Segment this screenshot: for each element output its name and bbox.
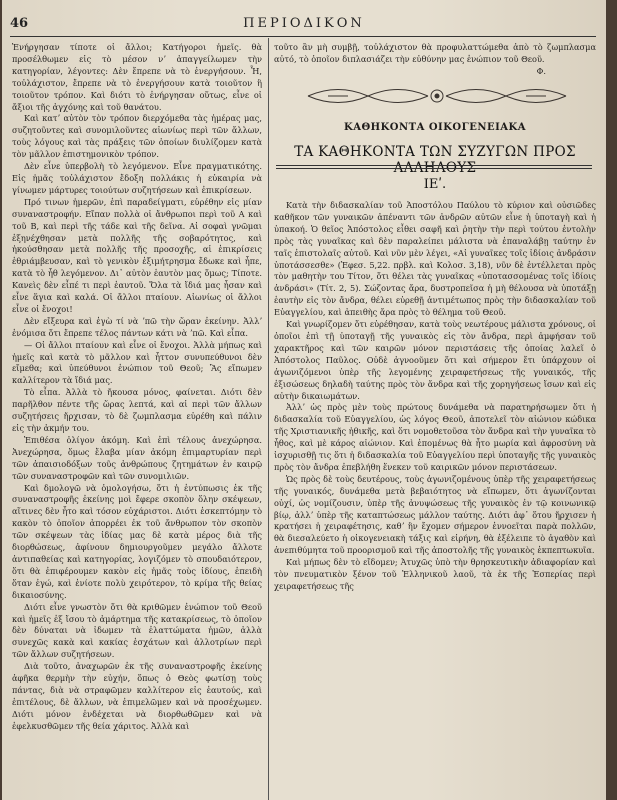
column-divider [268,38,269,800]
paragraph: Καὶ κατʼ αὐτὸν τὸν τρόπον διερχόμεθα τὰς ἡμέρας μας, συζητοῦντες καὶ συνομιλοῦντες αἰωνίως περὶ τῶν ἄλλων, τοὺς λόγους καὶ τὰς πράξεις τῶν ὁποίων διυλίζομεν κατὰ τὸν μᾶλλον ἐπιστημονικὸν τρόπον. [12,113,262,160]
running-title: ΠΕΡΙΟΔΙΚΟΝ [243,16,365,31]
paragraph: Ἐνήργησαν τίποτε οἱ ἄλλοι; Κατήγοροι ἡμεῖς. θὰ προσέλθωμεν εἰς τὸ μέσον νʼ ἀπαγγείλωμεν τὴν κατηγορίαν, λέγοντες: Δὲν ἔπρεπε νὰ τὸ ἐνεργήσουν. Ἦ, τοὐλάχιστον, ἔπρεπε νὰ τὸ ἐνεργήσουν κατὰ τοιοῦτον ἢ τοιοῦτον τρόπον. Καὶ διότι τὸ ἐνήργησαν οὕτως, εἶνε οἱ ἄξιοι τῆς ἀγχόνης καὶ τοῦ θανάτου. [12,42,262,112]
continuation-paragraph: τοῦτο ἂν μὴ συμβῇ, τοὐλάχιστον θὰ προφυλαττώμεθα ἀπὸ τὸ ζωμπλασμα αὐτό, τὸ ὁποῖον διπλασιάζει τὴν εὐθύνην μας ἐνώπιον τοῦ Θεοῦ. [274,42,596,64]
paragraph: Καὶ γνωρίζομεν ὅτι εὑρέθησαν, κατὰ τοὺς νεωτέρους μάλιστα χρόνους, οἱ ὁποῖοι ἐπὶ τῇ ὑποταγῇ τῆς γυναικὸς εἰς τὸν ἄνδρα, περὶ ἀμφήσαν τοῦ χαρακτῆρος καὶ τῶν καιρῶν μόνον περιστάσεις τῆς ὁποίας λαλεῖ ὁ Ἀπόστολος Παῦλος. Οὐδὲ ἀγνοοῦμεν ὅτι καὶ σήμερον ἔτι ὑπάρχουν οἱ ἀγωνιζόμενοι ὑπὲρ τῆς λεγομένης χειραφετήσεως τῆς γυναικός, τῆς ἐξισώσεως δηλαδὴ ταύτης πρὸς τὸν ἄνδρα καὶ τῆς χορηγήσεως ἴσων καὶ εἰς αὐτὴν δικαιωμάτων. [274,319,596,401]
article-title: ΤΑ ΚΑΘΗΚΟΝΤΑ ΤΩΝ ΣΥΖΥΓΩΝ ΠΡΟΣ ΑΛΛΗΛΟΥΣ [294,144,576,176]
paragraph: — Οἱ ἄλλοι πταίουν καὶ εἶνε οἱ ἔνοχοι. Ἀλλὰ μήπως καὶ ἡμεῖς καὶ κατὰ τὸ μᾶλλον καὶ ἧττον συνυπεύθυνοι δὲν εἴμεθα; καὶ ὑπεύθυνοι ἐνώπιον τοῦ Θεοῦ; Ἂς εἴπωμεν καλλίτερον τὰ ἴδιά μας. [12,339,262,386]
paragraph: Διότι εἶνε γνωστὸν ὅτι θὰ κριθῶμεν ἐνώπιον τοῦ Θεοῦ καὶ ἡμεῖς ἐξ ἴσου τὸ ἀμάρτημα τῆς κατακρίσεως, τὸ ὁποῖον δὲν δύναται νὰ ἰδωμεν τὰ ἐλαττώματα ἡμῶν, ἀλλὰ συνεχῶς κακὰ καὶ κακίας ἐσχάτων καὶ ἀλλοτρίων περὶ τῶν ἄλλων συζητήσεων. [12,601,262,660]
page-number: 46 [10,16,29,31]
left-column [12,42,262,794]
paragraph: Διὰ τοῦτο, ἀναχωρῶν ἐκ τῆς συναναστροφῆς ἐκείνης ἀφῆκα θερμὴν τὴν εὐχήν, ὅπως ὁ Θεὸς φωτίσῃ τοὺς πάντας, διὰ νὰ στραφῶμεν καλλίτερον εἰς ἑαυτούς, καὶ ἐπιτέλους, δὲ ἄλλων, νὰ ἐπιμελῶμεν καὶ νὰ προσέχωμεν. Διότι μόνον ἐνδέχεται νὰ διορθωθῶμεν καὶ νὰ ἐφελκυσθῶμεν τῆς θεία χάριτος. Ἀλλὰ καὶ [12,661,262,731]
paragraph: Καὶ μήπως δὲν τὸ εἴδομεν; Ἀτυχῶς ὑπὸ τὴν θρησκευτικὴν ἀδιαφορίαν καὶ τὸν πνευματικὸν ξένον τοῦ Ἑλληνικοῦ λαοῦ, τὰ ἐκ τῆς Ἑσπερίας περὶ χειραφετήσεως τῆς [274,557,596,591]
chapter-number: ΙΕʹ. [423,177,447,192]
paragraph: Δὲν εἴξευρα καὶ ἐγὼ τί νὰ ʼπῶ τὴν ὥραν ἐκείνην. Ἀλλʼ ἐνόμισα ὅτι ἔπρεπε τέλος πάντων κάτι νὰ ʼπῶ. Καὶ εἶπα. [12,315,262,338]
paragraph: Ἐπιθέσα ὀλίγον ἀκόμη. Καὶ ἐπὶ τέλους ἀνεχώρησα. Ἀνεχώρησα, ὅμως ἔλαβα μίαν ἀκόμη ἐπιμαρτυρίαν περὶ τῶν ἀπαισιοδόξων τοῦς ἀνθρώπους ζητημάτων ἐν καιρῷ τῶν συναναστροφῶν καὶ τῶν συνομιλιῶν. [12,434,262,481]
paragraph: Τὸ εἶπα. Ἀλλὰ τὸ ἤκουσα μόνος, φαίνεται. Διότι δὲν παρῆλθον πέντε τῆς ὥρας λεπτά, καὶ αἱ περὶ τῶν ἄλλων συζητήσεις ἤρχισαν, τὸ δὲ ζωμπλασμα εὑρέθη καὶ πάλιν εἰς τὴν ἀκμήν του. [12,387,262,433]
section-heading: ΚΑΘΗΚΟΝΤΑ ΟΙΚΟΓΕΝΕΙΑΚΑ [344,122,526,133]
decorative-ornament [298,81,576,111]
right-column-continuation [274,42,596,78]
title-rule [276,165,592,166]
paragraph: Κατὰ τὴν διδασκαλίαν τοῦ Ἀποστόλου Παύλου τὸ κύριον καὶ οὐσιῶδες καθῆκον τῶν γυναικῶν ἀπέναντι τῶν ἀνδρῶν αὐτῶν εἶνε ἡ ὑποταγὴ καὶ ἡ ὑπακοή. Ὁ θεῖος Ἀπόστολος εἶθει σαφῆ καὶ ῥητὴν τὴν περὶ τούτου ἐντολὴν πρὸς τὰς γυναῖκας καὶ δὲν παραλείπει μάλιστα νὰ ἐπαναλάβῃ ταύτην ἐν ταῖς ἐπιστολαῖς αὐτοῦ. Καὶ νῦν μὲν λέγει, «Αἱ γυναῖκες τοῖς ἰδίοις ἀνδράσιν ὑποτάσσεσθε» (Ἐφεσ. 5,22. πρβλ. καὶ Κολοσ. 3,18), νῦν δὲ ἐντέλλεται πρὸς τὸν μαθητὴν του Τίτον, ὅτι θέλει τὰς γυναῖκας «ὑποτασσομένας τοῖς ἰδίοις ἀνδράσι» (Τίτ. 2, 5). Σώζοντας ἄρα, δυστροπεῖσα ἡ μὴ θέλουσα νὰ ὑποτάξῃ ἑαυτὴν εἰς τὸν ἄνδρα, θέλει εὑρεθῇ ἀντιμέτωπος πρὸς τὴν διδασκαλίαν τοῦ Εὐαγγελίου, καὶ ἀπειθὴς ἄρα πρὸς τὸ θέλημα τοῦ Θεοῦ. [274,200,596,318]
header-rule [10,36,596,37]
newspaper-page [2,0,606,800]
paragraph: Καὶ δμολογῶ νὰ ὁμολογήσω, ὅτι ἡ ἐντύπωσις ἐκ τῆς συναναστροφῆς ἐκείνης μοὶ ἔφερε σκοπὸν ὅλην σκέψεων, αἵτινες δὲν ἦτο καὶ τόσον εὐχάριστοι. Διότι ἐσκεπτόμην τὸ κακὸν τὸ ὁποῖον ἀπορρέει ἐκ τοῦ ἄνθρωπον τὸν σκοπὸν τῶν σκέψεων τὰς ἰδίας μας δὲ κατὰ μέρος διὰ τῆς διορθώσεως, ἀφίνουν δημιουργοῦμεν μεγάλο ἄλλοτε ἀντιπαθείας καὶ κατηγορίας, λογιζόμεν τὸ σπουδαιότερον, ὅτι θὰ ἐπιφέρουμεν κακὸν εἰς ἡμᾶς τοὺς ἰδίους, ἐπειδὴ ὅταν ἐγώ, καὶ ἐνίοτε πολὺ χειρότερον, τὸ κρίμα τῆς θείας δικαιοσύνης. [12,482,262,600]
title-rule [276,168,592,169]
paragraph: Δὲν εἶνε ὑπερβολὴ τὸ λεγόμενον. Εἶνε πραγματικότης. Εἰς ἡμᾶς τοὐλάχιστον ἔδοξη πολλάκις ἡ εὐκαιρία νὰ γίνωμεν μάρτυρες τοιούτων συζητήσεων καὶ ἐπικρίσεων. [12,161,262,195]
author-signature: Φ. [536,65,546,76]
paragraph: Ὡς πρὸς δὲ τοὺς δευτέρους, τοὺς ἀγωνιζομένους ὑπὲρ τῆς χειραφετήσεως τῆς γυναικός, δυνάμεθα μετὰ βεβαιότητος νὰ εἴπωμεν, ὅτι ἀγωνίζονται οὐχί, ὡς νομίζουσιν, ὑπὲρ τῆς ἀνυψώσεως τῆς γυναικὸς ἐν τῷ κοινωνικῷ βίῳ, ἀλλʼ ὑπὲρ τῆς καταπτώσεως μάλλον ταύτης. Διότι ἀφ᾽ ὅτου ἤρχισεν ἡ κρατήσει ἡ χειραφέτησις, καθʼ ἣν ἔχομεν σήμερον ἐννοεῖται παρὰ πολλῶν, θὰ διεσαλεύετο ἡ οἰκογενειακὴ τάξις καὶ εἰρήνη, θὰ ἐξέλειπε τὸ ἀγαθὸν καὶ ἀνεπιθύμητα τοῦ προορισμοῦ καὶ τῆς ἀποστολῆς τῆς γυναικὸς ἐκπεπτωκυῖα. [274,473,596,556]
paragraph: Πρό τινων ἡμερῶν, ἐπὶ παραδείγματι, εὑρέθην εἰς μίαν συναναστροφήν. Εἴπαν πολλὰ οἱ ἄνθρωποι περὶ τοῦ Α καὶ τοῦ Β, καὶ περὶ τῆς τάδε καὶ τῆς δεῖνα. Αἱ σοφαὶ γνῶμαι ἐξηνέχθησαν μετὰ πολλῆς τῆς σοβαρότητος, καὶ ἠκούσθησαν μετὰ πολλῆς τῆς προσοχῆς, αἱ ἐπικρίσεις ἐθριάμβευσαν, καὶ τὸ γενικὸν ἐξιμήτρησμα ἔδωκε καὶ ἦπε, κατὰ τὸ ἦθ λεγόμενον. Δι᾽ αὐτὸν ἑαυτὸν μας ὅμως; Τίποτε. Κανεὶς δὲν εἶπέ τι περὶ ἑαυτοῦ. Ὅλα τὰ ἴδιά μας ἦσαν καὶ εἶνε ἅγια καὶ καλά. Οἱ ἄλλοι πταίουν. Αἰωνίως οἱ ἄλλοι εἶνε οἱ ἔνοχοι! [12,196,262,314]
right-column-article [274,200,596,795]
paragraph: Ἀλλʼ ὡς πρὸς μὲν τοὺς πρώτους δυνάμεθα νὰ παρατηρήσωμεν ὅτι ἡ διδασκαλία τοῦ Εὐαγγελίου, ὡς λόγος Θεοῦ, ἀποτελεῖ τὸν αἰώνιον κώδικα τῆς Χριστιανικῆς ἠθικῆς, καὶ ὅτι νομοθετοῦσα τὸν ἄνδρα καὶ τὴν γυναῖκα τὸ ἦθος, καὶ μὲ κάρος αἰώνιον. Καὶ ἑπομένως θὰ ἦτο μωρία καὶ ἀφροσύνη νὰ ἰσχυρισθῇ τις ὅτι ἡ διδασκαλία τοῦ Εὐαγγελίου περὶ ὑποταγῆς τῆς γυναικὸς πρὸς τὸν ἄνδρα ἐπεβλήθη ἕνεκεν τοῦ καιρικῶν μόνον περιστάσεων. [274,402,596,472]
